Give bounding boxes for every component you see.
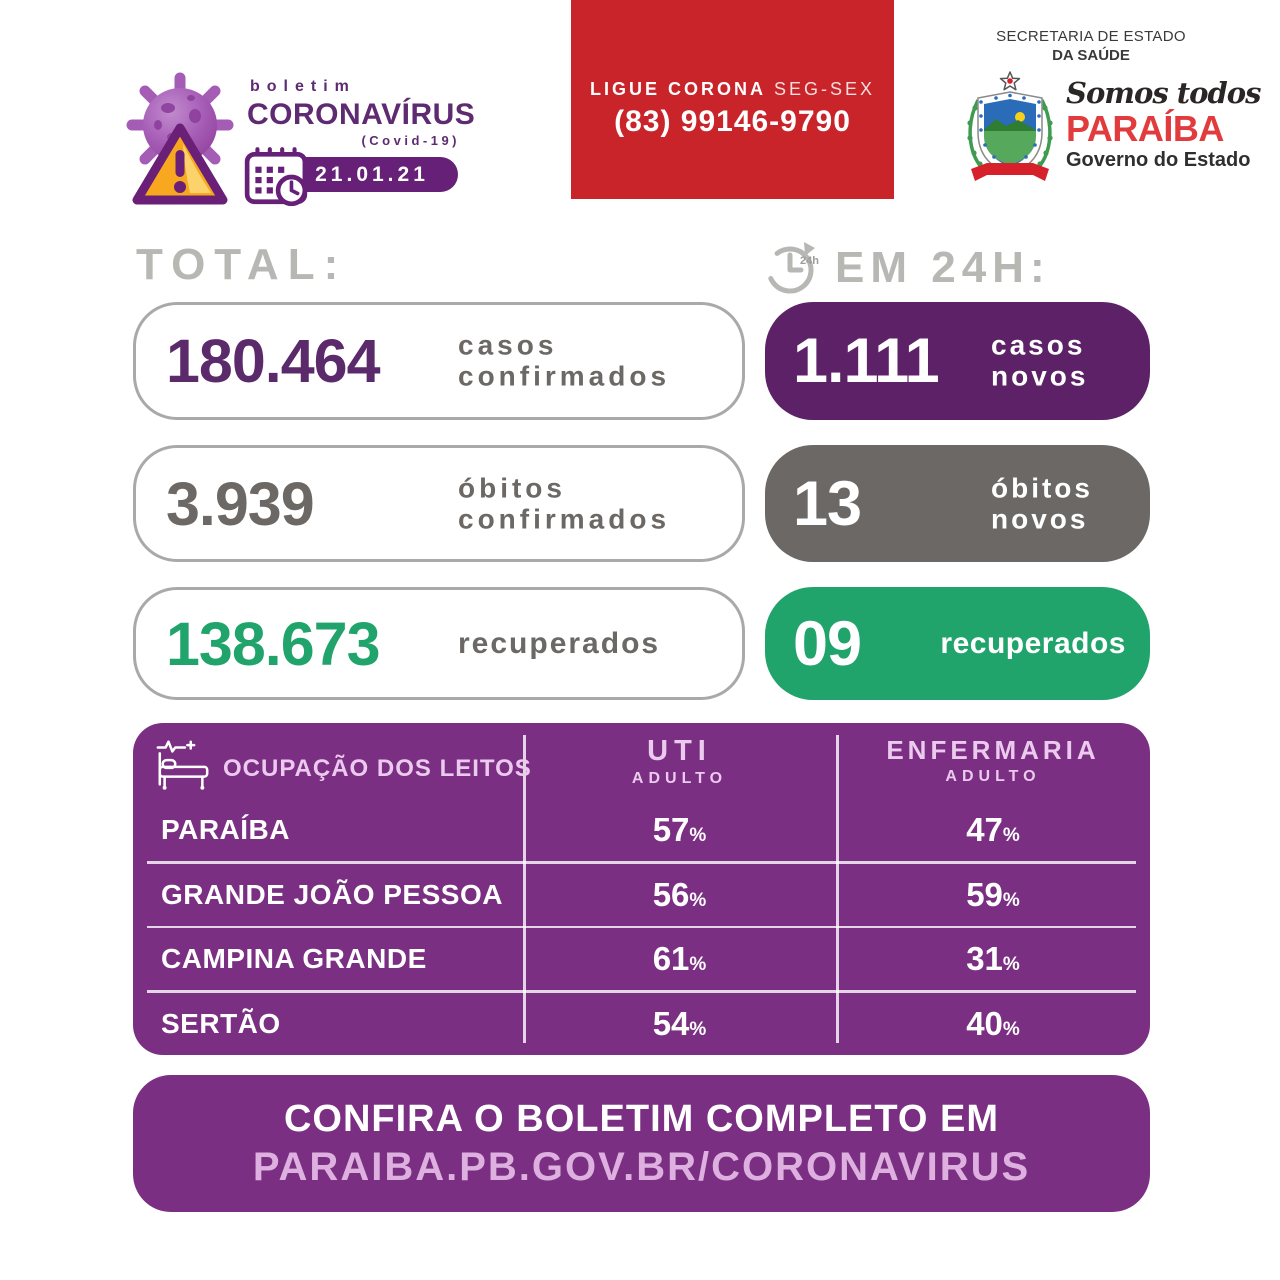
footer-banner [133, 1075, 1150, 1212]
state-name: PARAÍBA [1066, 108, 1224, 149]
hotline-box [571, 0, 894, 199]
last24h-heading [763, 240, 1051, 296]
bulletin-subtitle: (Covid-19) [361, 133, 460, 148]
table-row-sertao: SERTÃO 54% 40% [133, 993, 1150, 1055]
slogan-script: Somos todos [1066, 76, 1261, 110]
enfermaria-value: 31% [966, 940, 1020, 977]
bulletin-title: CORONAVÍRUS [247, 98, 476, 131]
government-tagline: Governo do Estado [1066, 149, 1251, 171]
hotline-label-strong: LIGUE CORONA [589, 78, 766, 99]
beds-table-title: OCUPAÇÃO DOS LEITOS [223, 755, 532, 782]
uti-value: 54% [652, 1004, 707, 1042]
enfermaria-value: 59% [966, 875, 1020, 913]
hospital-bed-icon [153, 737, 213, 791]
hotline-label [590, 79, 875, 100]
total-confirmed-card [133, 302, 745, 420]
table-row-paraiba: PARAÍBA 57% 47% [133, 799, 1150, 861]
hotline-label-light: SEG-SEX [774, 78, 876, 99]
total-confirmed-value: 180.464 [166, 327, 380, 395]
new-cases-value: 1.111 [793, 326, 939, 396]
total-recovered-card [133, 587, 745, 700]
enfermaria-value: 47% [966, 811, 1020, 848]
paraiba-coat-of-arms [958, 68, 1062, 186]
bulletin-date: 21.01.21 [315, 162, 429, 186]
new-deaths-label: óbitos novos [991, 472, 1093, 535]
column-header-enfermaria: ENFERMARIA ADULTO [886, 735, 1100, 785]
new-recovered-card [765, 587, 1150, 700]
total-recovered-label: recuperados [458, 626, 661, 660]
new-recovered-label: recuperados [940, 626, 1126, 660]
table-row-campina-grande: CAMPINA GRANDE 61% 31% [133, 928, 1150, 990]
new-recovered-value: 09 [793, 608, 862, 679]
total-deaths-label: óbitos confirmados [458, 472, 671, 535]
enfermaria-value: 40% [966, 1004, 1020, 1042]
bulletin-brand [247, 78, 476, 148]
new-cases-label: casos novos [991, 329, 1089, 392]
secretariat-line2: DA SAÚDE [1052, 47, 1130, 64]
svg-text:24h: 24h [800, 255, 819, 267]
secretariat-line1: SECRETARIA DE ESTADO [996, 28, 1186, 45]
new-cases-card [765, 302, 1150, 420]
total-deaths-value: 3.939 [166, 469, 314, 538]
new-deaths-value: 13 [793, 468, 862, 539]
clock-24h-icon [763, 240, 825, 296]
beds-occupancy-table [133, 723, 1150, 1055]
date-pill [286, 157, 458, 192]
uti-value: 61% [652, 940, 707, 977]
calendar-clock-icon [243, 146, 309, 208]
uti-value: 57% [652, 811, 707, 848]
new-deaths-card [765, 445, 1150, 562]
footer-url: PARAIBA.PB.GOV.BR/CORONAVIRUS [252, 1144, 1031, 1189]
government-wordmark [1066, 76, 1261, 172]
virus-warning-icon [120, 70, 238, 208]
hotline-phone: (83) 99146-9790 [614, 104, 851, 138]
table-row-grande-joao-pessoa: GRANDE JOÃO PESSOA 56% 59% [133, 864, 1150, 926]
government-block [945, 28, 1261, 171]
bulletin-pretitle: boletim [250, 78, 356, 95]
last24h-heading-text: EM 24H: [835, 243, 1051, 292]
beds-table-rows [133, 799, 1150, 1055]
total-recovered-value: 138.673 [166, 609, 380, 678]
footer-text: CONFIRA O BOLETIM COMPLETO EM [283, 1097, 1000, 1140]
column-header-uti: UTI ADULTO [631, 735, 728, 787]
totals-heading: TOTAL: [136, 240, 348, 289]
total-confirmed-label: casos confirmados [458, 329, 671, 392]
total-deaths-card [133, 445, 745, 562]
uti-value: 56% [652, 875, 707, 913]
